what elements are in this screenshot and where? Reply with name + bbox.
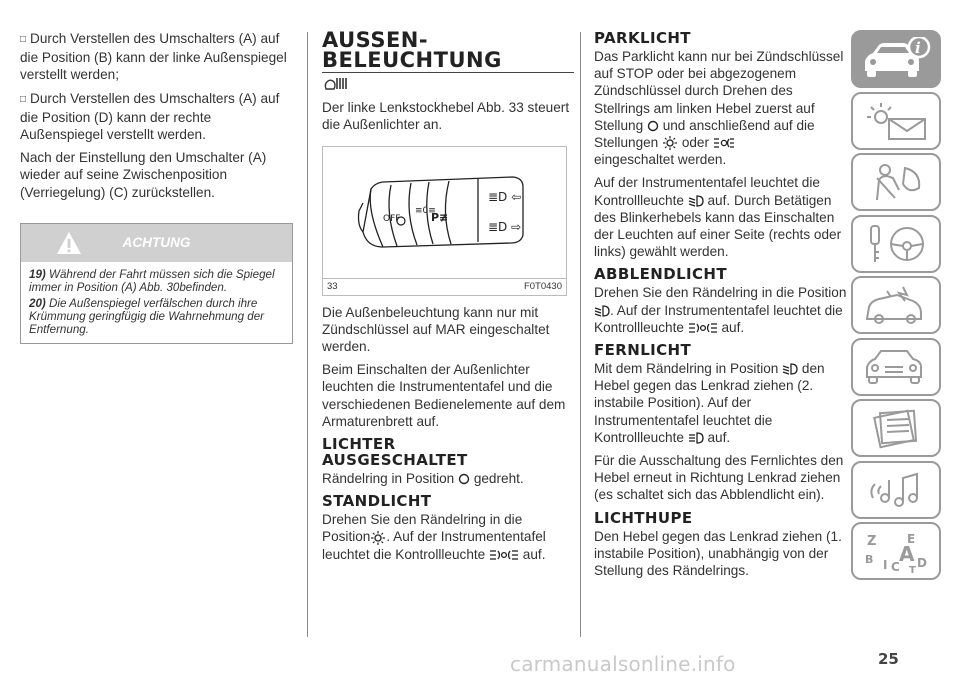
warning-title: ACHTUNG	[122, 234, 191, 250]
warning-lights-icon	[859, 99, 933, 143]
section-heading-wrapper	[322, 30, 574, 73]
tab-emergency[interactable]	[851, 276, 941, 334]
paragraph: Beim Einschalten der Außenlichter leuchten die Instrumententafel und die verschiedenen Bedienelemente auf dem Armaturenbrett auf.	[322, 362, 566, 429]
headlight-symbol-icon	[322, 75, 352, 93]
svg-text:D: D	[917, 556, 927, 570]
svg-text:OFF: OFF	[383, 213, 401, 224]
section-heading: AUSSEN-BELEUCHTUNG	[322, 28, 502, 72]
list-item: □ Durch Verstellen des Umschalters (A) auf die Position (B) kann der linke Außenspiegel verstellt werden;	[20, 30, 295, 84]
paragraph: Drehen Sie den Rändelring in die Position. Auf der Instrumententafel leuchtet die Kontrollleuchte auf.	[594, 285, 847, 335]
svg-text:A: A	[899, 542, 915, 566]
figure-light-stalk	[322, 146, 567, 296]
position-light-indicator-icon	[489, 548, 519, 562]
intro-text: Der linke Lenkstockhebel Abb. 33 steuert die Außenlichter an.	[322, 100, 570, 133]
high-beam-indicator-icon	[688, 431, 704, 445]
documents-icon	[859, 406, 933, 450]
parking-light-icon	[713, 136, 735, 150]
light-stalk-illustration	[323, 147, 566, 279]
paragraph: Den Hebel gegen das Lenkrad ziehen (1. instabile Position), unabhängig von der Stellung des Rändelrings.	[594, 528, 842, 579]
chapter-tabs	[851, 30, 941, 584]
svg-text:≣D ⇨: ≣D ⇨	[488, 219, 522, 234]
paragraph: Nach der Einstellung den Umschalter (A) wieder auf seine Zwischenposition (Verriegelung) (C) zurückstellen.	[20, 150, 267, 200]
index-icon	[859, 529, 933, 573]
position-light-indicator-icon	[688, 321, 718, 335]
tab-technical-data[interactable]	[851, 399, 941, 457]
svg-text:≡0≡: ≡0≡	[415, 205, 436, 216]
side-light-icon	[370, 531, 386, 545]
figure-number: 33	[327, 280, 338, 292]
heading-lichter-ausgeschaltet: LICHTER AUSGESCHALTET	[322, 435, 468, 470]
paragraph: Drehen Sie den Rändelring in die Position . Auf der Instrumententafel leuchtet die Kontrollleuchte auf.	[322, 512, 546, 562]
tab-maintenance[interactable]	[851, 338, 941, 396]
svg-text:E: E	[907, 532, 916, 546]
heading-fernlicht: FERNLICHT	[594, 341, 692, 360]
car-service-icon	[859, 345, 933, 389]
tab-multimedia[interactable]	[851, 461, 941, 519]
multimedia-icon	[859, 468, 933, 512]
warning-header	[21, 224, 292, 262]
column-middle	[322, 30, 574, 569]
svg-text:I: I	[883, 558, 888, 572]
column-divider	[307, 32, 308, 637]
low-beam-icon	[782, 362, 798, 376]
off-position-icon	[458, 473, 470, 485]
tab-car-info[interactable]	[851, 30, 941, 88]
tab-index[interactable]	[851, 522, 941, 580]
column-divider	[580, 32, 581, 637]
figure-caption	[323, 278, 566, 295]
svg-text:T: T	[909, 565, 916, 573]
low-beam-icon	[594, 304, 610, 318]
heading-lichthupe: LICHTHUPE	[594, 508, 693, 527]
side-light-icon	[662, 136, 678, 150]
tab-starting-driving[interactable]	[851, 215, 941, 273]
low-beam-indicator-icon	[688, 194, 704, 208]
column-left	[20, 30, 295, 344]
heading-parklicht: PARKLICHT	[594, 29, 691, 47]
page-number: 25	[878, 650, 899, 668]
svg-text:C: C	[891, 560, 900, 573]
heading-abblendlicht: ABBLENDLICHT	[594, 265, 728, 284]
figure-code: F0T0430	[523, 280, 562, 292]
tab-safety[interactable]	[851, 153, 941, 211]
tab-warning-lights[interactable]	[851, 92, 941, 150]
key-steering-icon	[859, 222, 933, 266]
paragraph: Rändelring in Position gedreht.	[322, 471, 524, 487]
svg-text:P≢: P≢	[431, 210, 449, 224]
paragraph: Mit dem Rändelring in Position den Hebel gegen das Lenkrad ziehen (2. instabile Position). Auf der Instrumententafel leuchtet die Kontrollleuchte auf.	[594, 361, 825, 445]
crash-icon	[859, 283, 933, 327]
paragraph: Auf der Instrumententafel leuchtet die Kontrollleuchte auf. Durch Betätigen des Blinkerhebels kann das Einschalten der Leuchten auf einer Seite (rechts oder links) gewählt werden.	[594, 175, 842, 260]
column-right	[594, 30, 850, 585]
car-info-icon	[859, 37, 933, 81]
paragraph: Das Parklicht kann nur bei Zündschlüssel auf STOP oder bei abgezogenem Zündschlüssel durch Drehen des Stellrings am linken Hebel zuerst auf Stellung und anschließend auf die Stellungen oder eingeschaltet werden.	[594, 49, 844, 168]
off-position-icon	[647, 120, 659, 132]
paragraph: Die Außenbeleuchtung kann nur mit Zündschlüssel auf MAR eingeschaltet werden.	[322, 304, 550, 355]
svg-text:i: i	[915, 39, 921, 57]
list-item: □ Durch Verstellen des Umschalters (A) auf die Position (D) kann der rechte Außenspiegel verstellt werden.	[20, 90, 295, 144]
watermark: carmanualsonline.info	[510, 652, 736, 676]
heading-standlicht: STANDLICHT	[322, 492, 432, 511]
svg-text:Z: Z	[867, 534, 877, 549]
paragraph: Für die Ausschaltung des Fernlichtes den Hebel erneut in Richtung Lenkrad ziehen (es schaltet sich das Abblendlicht ein).	[594, 453, 844, 503]
warning-body: 19) Während der Fahrt müssen sich die Spiegel immer in Position (A) Abb. 30befinden. 20) Die Außenspiegel verfälschen durch ihre Krümmung geringfügig die Wahrnehmung der Entfernung.	[29, 267, 275, 337]
warning-box	[20, 223, 293, 344]
seatbelt-airbag-icon	[859, 160, 933, 204]
svg-text:B: B	[865, 553, 874, 566]
svg-text:≣D ⇦: ≣D ⇦	[488, 189, 522, 204]
